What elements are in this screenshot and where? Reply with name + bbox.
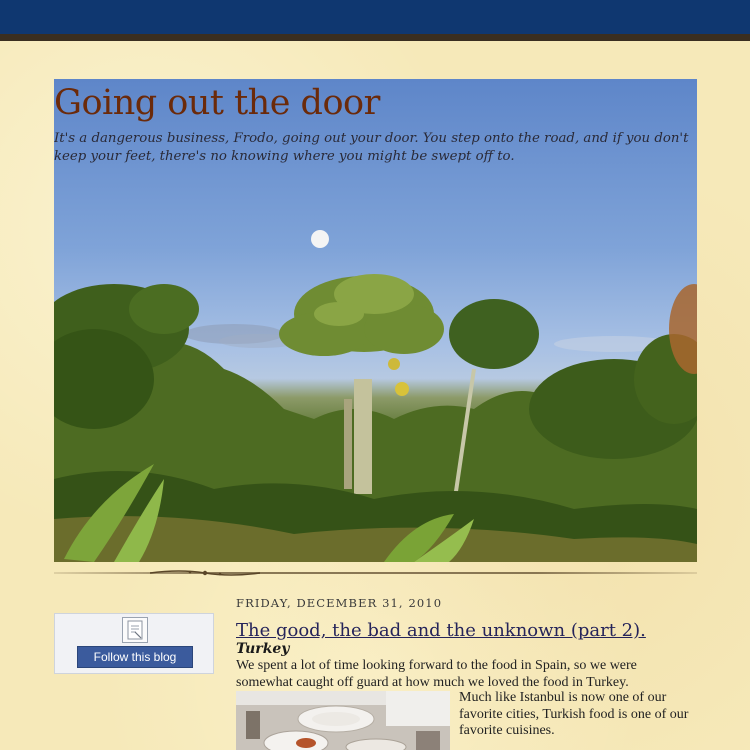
blog-title[interactable]: Going out the door [54,83,380,123]
top-navbar [0,0,750,34]
navbar-border [0,34,750,41]
post-date: FRIDAY, DECEMBER 31, 2010 [236,596,443,610]
post-side-text: Much like Istanbul is now one of our favorite cities, Turkish food is one of our favorite cuisines. [459,690,689,738]
blog-description: It's a dangerous business, Frodo, going out your door. You step onto the road, and if you don't keep your feet, there's no knowing where you might be swept off to. [54,131,689,164]
divider-ornament-icon [150,567,260,579]
follow-widget [54,613,214,674]
blog-header [54,79,697,562]
post-intro-text: We spent a lot of time looking forward to the food in Spain, so we were somewhat caught off guard at how much we loved the food in Turkey. [236,658,637,690]
food-table-photo-icon [236,691,450,750]
post-title-link[interactable]: The good, the bad and the unknown (part 2). [236,620,646,641]
post-food-photo[interactable] [236,691,450,750]
follow-this-blog-button[interactable]: Follow this blog [77,646,193,668]
moon-icon [311,230,329,248]
post-subheading: Turkey [236,641,290,657]
blogger-profile-icon [122,617,148,643]
